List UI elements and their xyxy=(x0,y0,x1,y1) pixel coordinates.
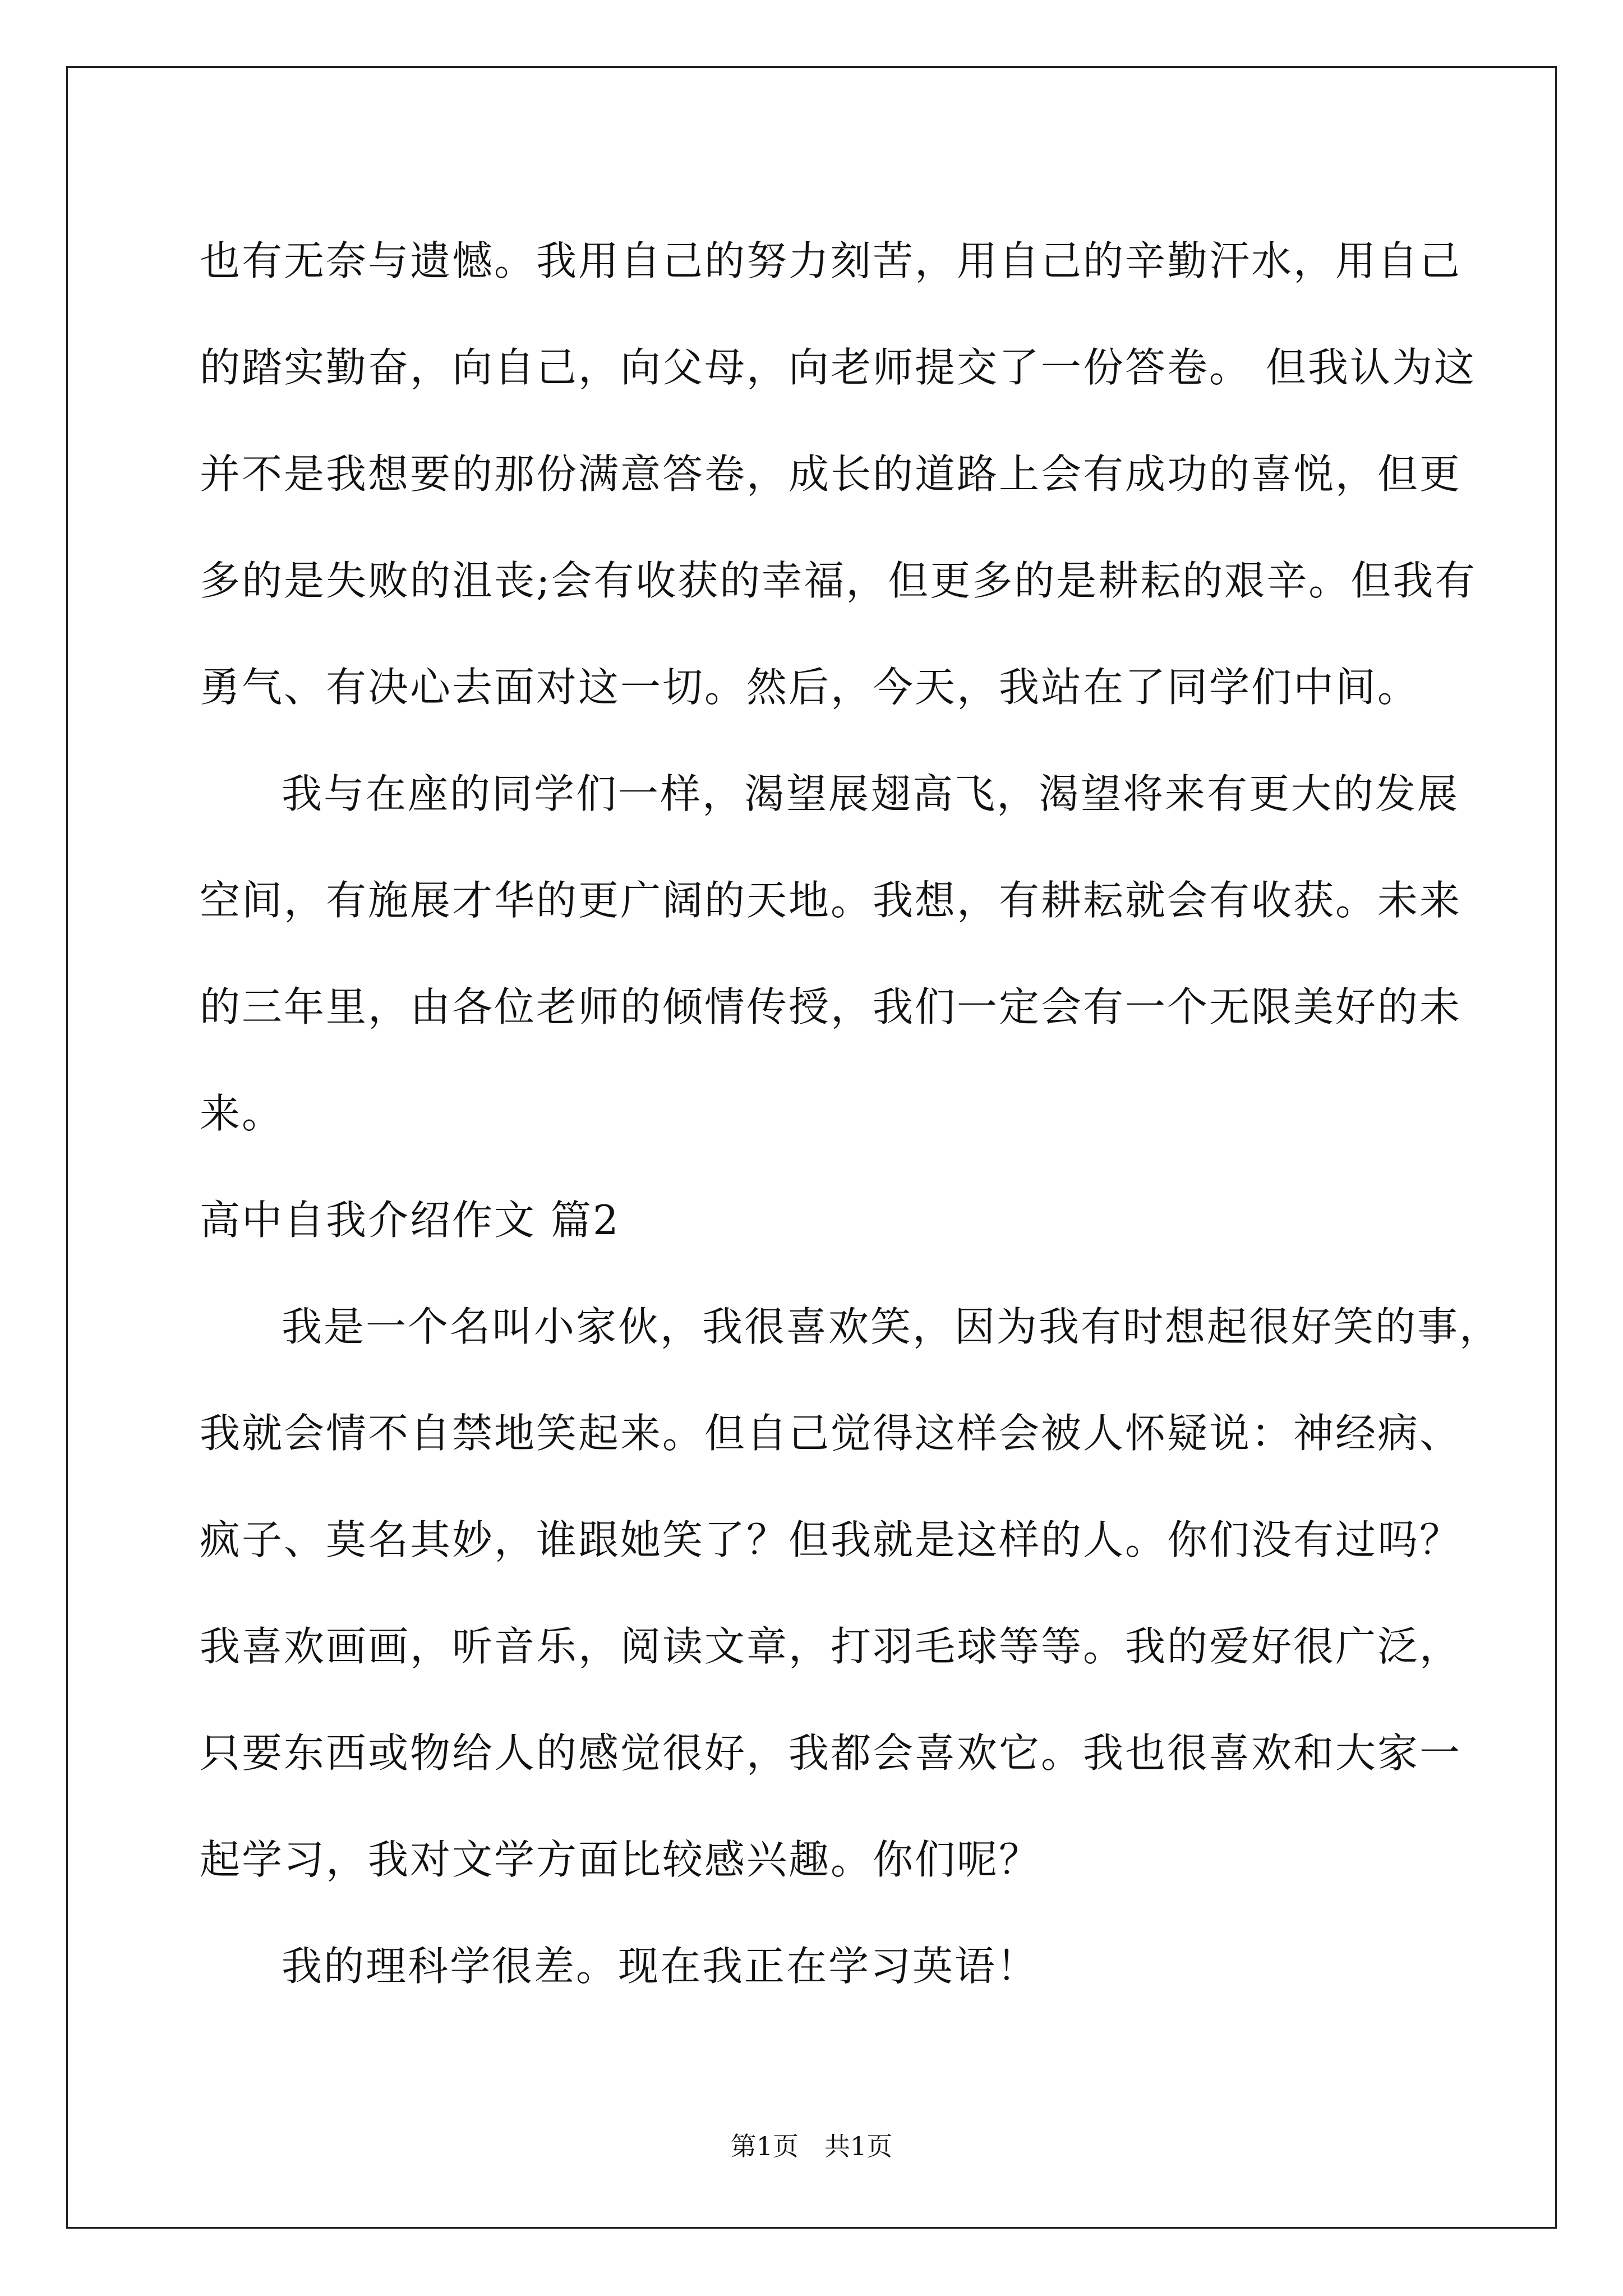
paragraph-2 xyxy=(200,740,1462,1167)
text-line: 我的理科学很差。现在我正在学习英语！ xyxy=(282,1943,1039,1990)
page-footer: 第1页 共1页 xyxy=(730,2131,893,2161)
text-line: 多的是失败的沮丧;会有收获的幸福，但更多的是耕耘的艰辛。但我有 xyxy=(200,557,1477,604)
text-line: 我就会情不自禁地笑起来。但自己觉得这样会被人怀疑说：神经病、 xyxy=(200,1410,1462,1457)
paragraph-4 xyxy=(200,1913,1439,2019)
text-line: 我喜欢画画，听音乐，阅读文章，打羽毛球等等。我的爱好很广泛， xyxy=(200,1623,1462,1670)
text-line: 空间，有施展才华的更广阔的天地。我想，有耕耘就会有收获。未来 xyxy=(200,877,1462,924)
section-heading: 高中自我介绍作文 篇2 xyxy=(200,1197,620,1244)
paragraph-3 xyxy=(200,1273,1502,1913)
text-line: 我是一个名叫小家伙，我很喜欢笑，因为我有时想起很好笑的事， xyxy=(282,1303,1502,1350)
text-line: 疯子、莫名其妙，谁跟她笑了？但我就是这样的人。你们没有过吗？ xyxy=(200,1516,1462,1563)
text-line: 勇气、有决心去面对这一切。然后，今天，我站在了同学们中间。 xyxy=(200,664,1420,711)
document-body xyxy=(200,208,1502,2019)
text-line: 的三年里，由各位老师的倾情传授，我们一定会有一个无限美好的未 xyxy=(200,983,1462,1030)
text-line: 只要东西或物给人的感觉很好，我都会喜欢它。我也很喜欢和大家一 xyxy=(200,1729,1462,1777)
text-line: 的踏实勤奋，向自己，向父母，向老师提交了一份答卷。 但我认为这 xyxy=(200,344,1476,391)
paragraph-1 xyxy=(200,208,1477,740)
text-line: 并不是我想要的那份满意答卷，成长的道路上会有成功的喜悦，但更 xyxy=(200,450,1462,498)
text-line: 也有无奈与遗憾。我用自己的努力刻苦，用自己的辛勤汗水，用自己 xyxy=(200,237,1462,284)
text-line: 我与在座的同学们一样，渴望展翅高飞，渴望将来有更大的发展 xyxy=(282,770,1460,817)
text-line: 起学习，我对文学方面比较感兴趣。你们呢？ xyxy=(200,1836,1041,1883)
text-line: 来。 xyxy=(200,1090,284,1137)
